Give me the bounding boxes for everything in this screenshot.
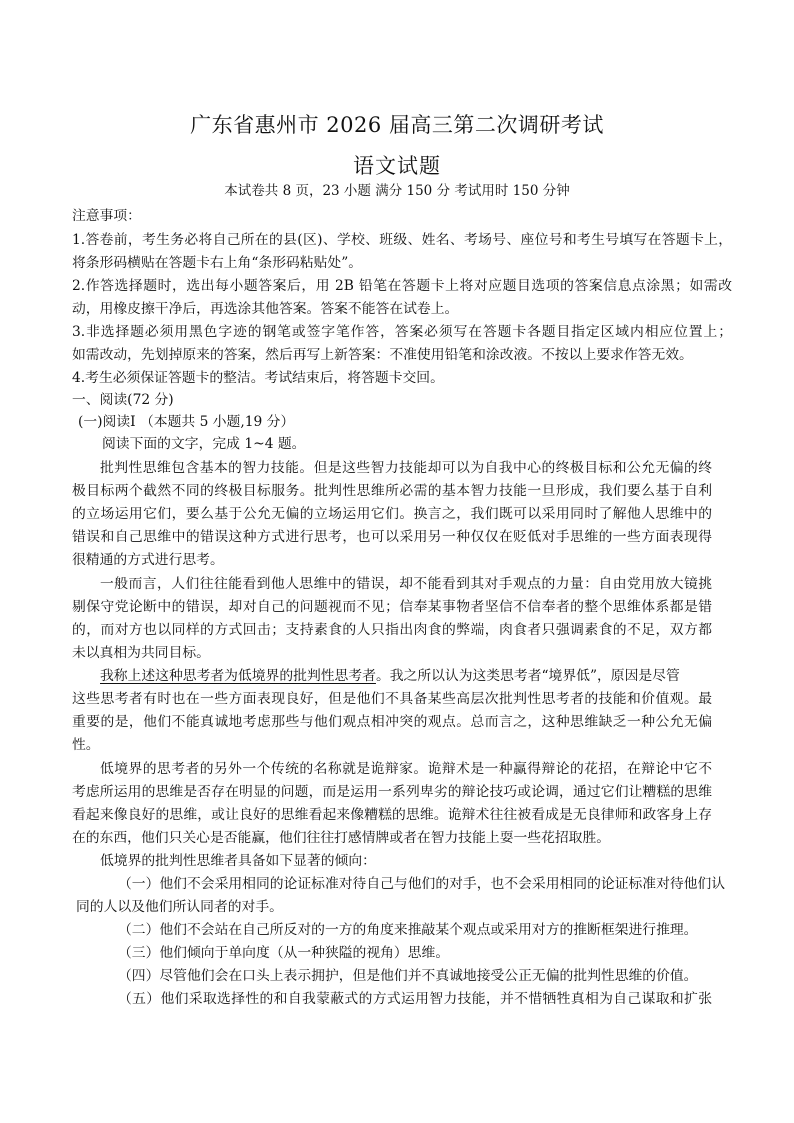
- passage-p4-line-1: 低境界的思考者的另外一个传统的名称就是诡辩家。诡辩术是一种赢得辩论的花招，在辩论中它不: [100, 761, 712, 777]
- passage-p1-line-4: 错误和自己思维中的错误这种方式进行思考，也可以采用另一种仅仅在贬低对手思维的一些方面表现得: [72, 529, 712, 545]
- notice-item-3-line-1: 3.非选择题必须用黑色字迹的钢笔或签字笔作答，答案必须写在答题卡各题目指定区域内相应位置上；: [72, 324, 732, 340]
- passage-p3-line-3: 重要的是，他们不能真诚地考虑那些与他们观点相冲突的观点。总而言之，这种思维缺乏一种公允无偏: [72, 714, 712, 730]
- passage-p4-line-3: 看起来像良好的思维，或让良好的思维看起来像糟糕的思维。诡辩术往往被看成是无良律师和政客身上存: [72, 807, 712, 823]
- passage-p1-line-5: 很精通的方式进行思考。: [72, 552, 224, 568]
- passage-p1-line-3: 的立场运用它们，要么基于公允无偏的立场运用它们。换言之，我们既可以采用同时了解他人思维中的: [72, 506, 712, 522]
- underlined-key-sentence: 我称上述这种思考者为低境界的批判性思考者: [100, 668, 376, 684]
- tendency-5-line-1: （五）他们采取选择性的和自我蒙蔽式的方式运用智力技能，并不惜牺牲真相为自己谋取和扩张: [118, 991, 712, 1007]
- passage-p3-line-4: 性。: [72, 737, 100, 753]
- notice-item-2-line-1: 2.作答选择题时，选出每小题答案后，用 2B 铅笔在答题卡上将对应题目选项的答案信息点涂黑；如需改: [72, 278, 732, 294]
- passage-p3-line-1-rest: 。我之所以认为这类思考者“境界低”，原因是尽管: [375, 668, 680, 684]
- exam-info: 本试卷共 8 页，23 小题 满分 150 分 考试用时 150 分钟: [224, 183, 570, 199]
- notice-item-1-line-2: 将条形码横贴在答题卡右上角“条形码粘贴处”。: [72, 255, 363, 271]
- notice-heading: 注意事项：: [72, 208, 141, 224]
- exam-title: 广东省惠州市 2026 届高三第二次调研考试: [190, 113, 604, 137]
- passage-p2-line-4: 未以真相为共同目标。: [72, 645, 210, 661]
- tendency-3: （三）他们倾向于单向度（从一种狭隘的视角）思维。: [118, 945, 450, 961]
- passage-p5: 低境界的批判性思维者具备如下显著的倾向：: [100, 853, 376, 869]
- passage-p1-line-1: 批判性思维包含基本的智力技能。但是这些智力技能却可以为自我中心的终极目标和公允无偏的终: [100, 460, 712, 476]
- notice-item-3-line-2: 如需改动，先划掉原来的答案，然后再写上新答案：不准使用铅笔和涂改液。不按以上要求作答无效。: [72, 347, 693, 363]
- notice-item-1-line-1: 1.答卷前，考生务必将自己所在的县(区)、学校、班级、姓名、考场号、座位号和考生号填写在答题卡上，: [72, 232, 732, 248]
- tendency-2: （二）他们不会站在自己所反对的一方的角度来推敲某个观点或采用对方的推断框架进行推理。: [118, 922, 698, 938]
- passage-p2-line-2: 剔保守党论断中的错误，却对自己的问题视而不见；信奉某事物者坚信不信奉者的整个思维体系都是错: [72, 599, 712, 615]
- tendency-1-line-1: （一）他们不会采用相同的论证标准对待自己与他们的对手，也不会采用相同的论证标准对待他们认: [118, 876, 726, 892]
- notice-item-4: 4.考生必须保证答题卡的整洁。考试结束后，将答题卡交回。: [72, 370, 444, 386]
- passage-p4-line-4: 在的东西，他们只关心是否能赢，他们往往打感情牌或者在智力技能上耍一些花招取胜。: [72, 830, 611, 846]
- section-instruction: 阅读下面的文字，完成 1~4 题。: [102, 436, 306, 452]
- tendency-4: （四）尽管他们会在口头上表示拥护，但是他们并不真诚地接受公正无偏的批判性思维的价值。: [118, 968, 698, 984]
- passage-p3-line-2: 这些思考者有时也在一些方面表现良好，但是他们不具备某些高层次批判性思考者的技能和价值观。最: [72, 691, 712, 707]
- section-part: (一)阅读Ⅰ （本题共 5 小题,19 分）: [78, 414, 295, 430]
- passage-p4-line-2: 考虑所运用的思维是否存在明显的问题，而是运用一系列卑劣的辩论技巧或论调，通过它们让糟糕的思维: [72, 784, 712, 800]
- passage-p1-line-2: 极目标两个截然不同的终极目标服务。批判性思维所必需的基本智力技能一旦形成，我们要么基于自利: [72, 483, 712, 499]
- notice-item-2-line-2: 动，用橡皮擦干净后，再选涂其他答案。答案不能答在试卷上。: [72, 301, 459, 317]
- exam-subtitle: 语文试题: [353, 154, 441, 178]
- tendency-1-line-2: 同的人以及他们所认同者的对手。: [76, 899, 283, 915]
- section-title: 一、阅读(72 分): [72, 392, 174, 408]
- passage-p2-line-3: 的，而对方也以同样的方式回击；支持素食的人只指出肉食的弊端，肉食者只强调素食的不足，双方都: [72, 622, 712, 638]
- passage-p2-line-1: 一般而言，人们往往能看到他人思维中的错误，却不能看到其对手观点的力量：自由党用放大镜挑: [100, 576, 712, 592]
- passage-p3-line-1: [100, 666, 712, 686]
